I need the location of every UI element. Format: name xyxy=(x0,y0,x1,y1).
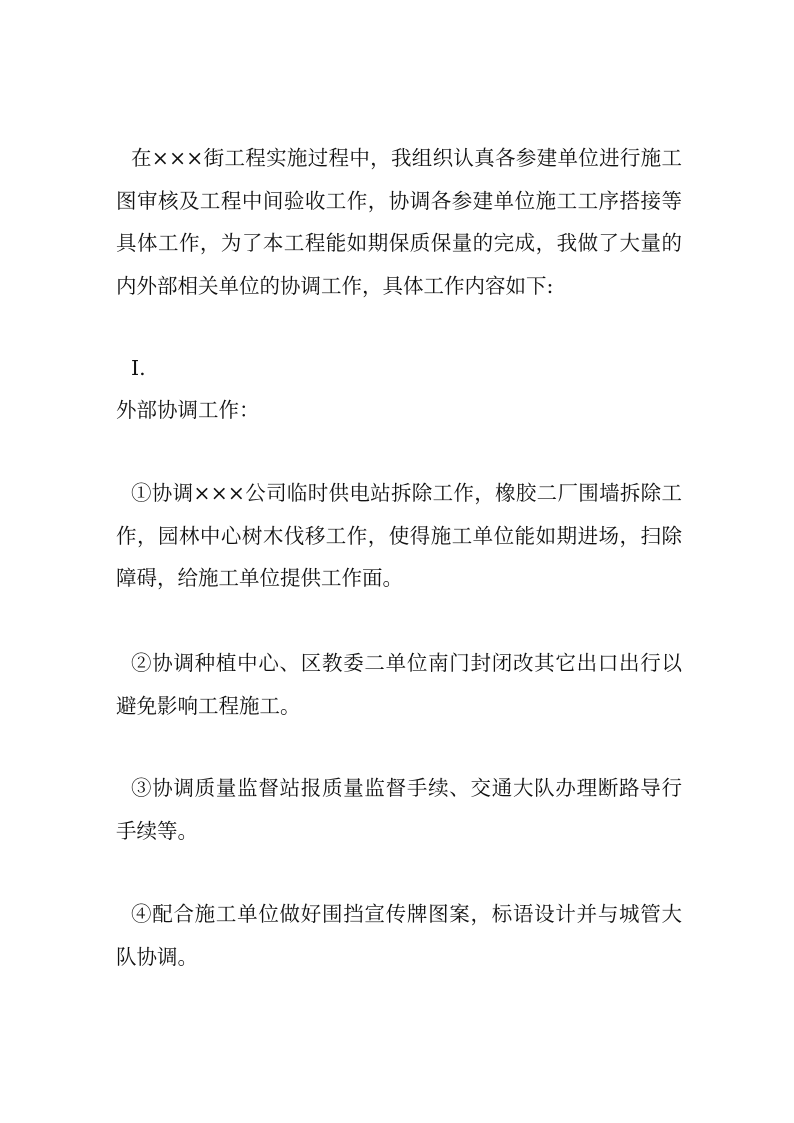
list-item: ①协调×××公司临时供电站拆除工作，橡胶二厂围墙拆除工作，园林中心树木伐移工作，使得施工单位能如期进场，扫除障碍，给施工单位提供工作面。 xyxy=(116,481,682,590)
list-item: ④配合施工单位做好围挡宣传牌图案，标语设计并与城管大队协调。 xyxy=(116,902,682,969)
intro-paragraph: 在×××街工程实施过程中，我组织认真各参建单位进行施工图审核及工程中间验收工作，协调各参建单位施工工序搭接等具体工作，为了本工程能如期保质保量的完成，我做了大量的内外部相关单位的协调工作，具体工作内容如下: xyxy=(116,146,682,298)
list-item: ②协调种植中心、区教委二单位南门封闭改其它出口出行以避免影响工程施工。 xyxy=(116,651,682,718)
list-item: ③协调质量监督站报质量监督手续、交通大队办理断路导行手续等。 xyxy=(116,776,682,843)
section-title: 外部协调工作： xyxy=(116,398,260,422)
section-number: I. xyxy=(131,356,146,380)
